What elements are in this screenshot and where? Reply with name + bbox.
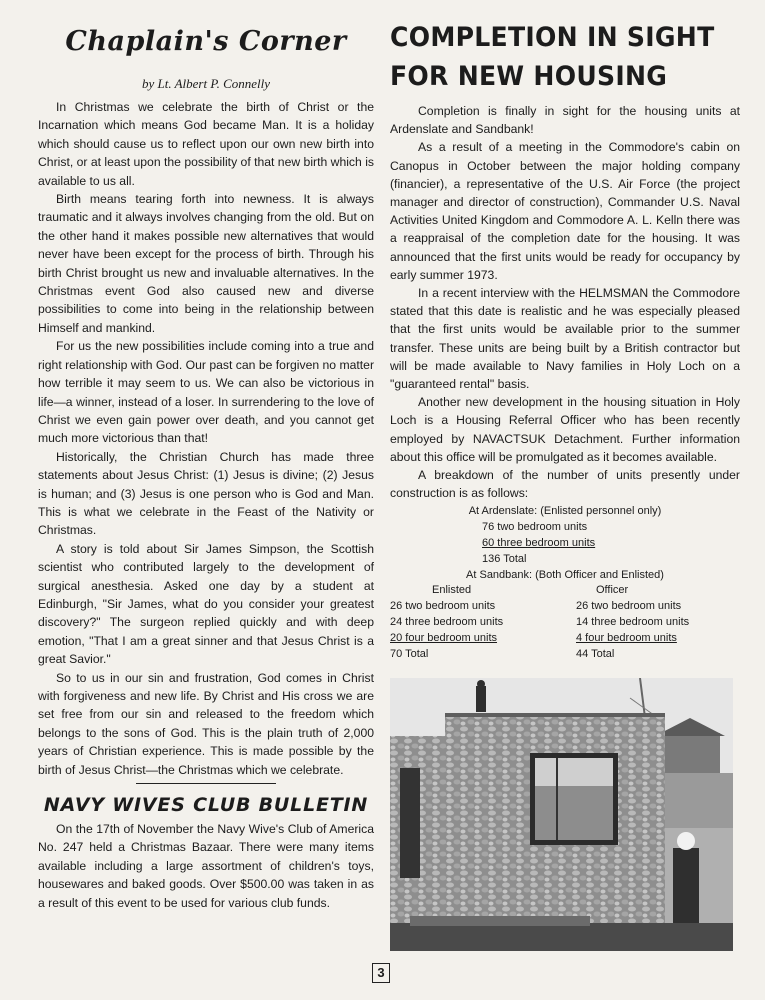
headline-line-2: FOR NEW HOUSING: [390, 61, 668, 92]
paragraph: A story is told about Sir James Simpson, the Scottish scientist who contributed largely to the development of surgical anesthesia. Asked one day by a student at Edinburgh, "Sir James, what do you consider your greatest discovery?" The surgeon replied quickly and with deep emotion, "That I am a great sinner and that Jesus Christ is a great Savior.": [38, 541, 374, 667]
paragraph: In Christmas we celebrate the birth of Christ or the Incarnation which means God became Man. It is a holiday which should cause us to reflect upon our own new birth into Christ, or at least upon the possibility of that new birth which is available to us all.: [38, 100, 374, 188]
paragraph: Birth means tearing forth into newness. It is always traumatic and it always involves changing from the old. But on the other hand it makes possible new alternatives that would never have been except for the process of birth. Through his birth Christ brought us new and invaluable alternatives. In the Christmas event God also caused new and diverse possibilities to come into being in the relationship between Himself and mankind.: [38, 192, 374, 335]
list-item: 70 Total: [390, 647, 429, 660]
navy-wives-title: NAVY WIVES CLUB BULLETIN: [43, 794, 369, 817]
ardenslate-list: [390, 520, 740, 567]
unit-breakdown: [390, 504, 740, 662]
chaplain-article: [38, 98, 374, 779]
paragraph: Historically, the Christian Church has made three statements about Jesus Christ: (1) Jesus is divine; (2) Jesus is human; and (3) Jesus is one person who is God and Man. This is what we celebrate in the Feast of the Nativity or Christmas.: [38, 449, 374, 538]
sandbank-table: [390, 583, 740, 662]
chaplains-corner-title: Chaplain's Corner: [65, 26, 347, 57]
list-item: 60 three bedroom units: [482, 537, 596, 550]
ardenslate-heading: At Ardenslate: (Enlisted personnel only): [468, 505, 662, 518]
paragraph: As a result of a meeting in the Commodore's cabin on Canopus in October between the major holding company (financier), a representative of the U.S. Air Force (the project manager and director of construction), Commander U.S. Naval Activities United Kingdom and Commodore A. L. Kelln there was a reappraisal of the completion date for the housing. It was announced that the first units would be ready for occupancy by early summer 1973.: [390, 140, 740, 282]
housing-headline: [390, 18, 716, 96]
list-item: 44 Total: [576, 647, 615, 660]
list-item: 26 two bedroom units: [576, 600, 682, 613]
paragraph: On the 17th of November the Navy Wive's Club of America No. 247 held a Christmas Bazaar. There were many items available including a large assortment of children's toys, housewares and baked goods. Over $500.00 was taken in as a result of this event to be used for various club funds.: [38, 822, 374, 910]
right-column: [390, 18, 740, 662]
construction-photo-illustration: [390, 678, 733, 951]
headline-line-1: COMPLETION IN SIGHT: [390, 22, 715, 53]
officer-label: Officer: [596, 584, 629, 597]
sandbank-heading: At Sandbank: (Both Officer and Enlisted): [466, 568, 664, 581]
enlisted-column: [390, 583, 560, 662]
list-item: 14 three bedroom units: [576, 616, 690, 629]
paragraph: Completion is finally in sight for the housing units at Ardenslate and Sandbank!: [390, 104, 740, 137]
paragraph: For us the new possibilities include coming into a true and right relationship with God. Our past can be forgiven no matter how terrible it may seem to us. We can also be victorious in life—a winner, instead of a loser. In surrendering to the love of Christ we even gain power over death, and you cannot get much more victorious than that!: [38, 339, 375, 446]
paragraph: So to us in our sin and frustration, God comes in Christ with forgiveness and new life. By Christ and His cross we are set free from our sin and released to the freedom which belongs to the sons of God. This is the plain truth of 2,000 years of Christian experience. This is made possible by the birth of Jesus Christ—the Christmas which we celebrate.: [38, 670, 374, 777]
paragraph: Another new development in the housing situation in Holy Loch is a Housing Referral Officer who has been recently employed by NAVACTSUK Detachment. Further information about this office will be promulgated as it becomes available.: [390, 395, 740, 464]
divider: [136, 783, 276, 784]
page-number: 3: [372, 963, 390, 983]
officer-column: [576, 583, 726, 662]
left-column: [38, 22, 374, 912]
list-item: 26 two bedroom units: [390, 600, 496, 613]
navy-wives-article: [38, 820, 374, 912]
byline: by Lt. Albert P. Connelly: [141, 76, 271, 91]
list-item: 24 three bedroom units: [390, 616, 504, 629]
list-item: 4 four bedroom units: [576, 631, 677, 644]
construction-photo: [390, 678, 733, 951]
housing-article: [390, 102, 740, 502]
paragraph: A breakdown of the number of units presently under construction is as follows:: [390, 468, 740, 501]
paragraph: In a recent interview with the HELMSMAN the Commodore stated that this date is realistic and he was especially pleased that the first units would be available prior to the summer transfer. These units are being built by a British contractor but will be made available to Navy families in Holy Loch on a "guaranteed rental" basis.: [390, 286, 740, 392]
list-item: 76 two bedroom units: [482, 521, 588, 534]
list-item: 136 Total: [482, 552, 527, 565]
list-item: 20 four bedroom units: [390, 631, 498, 644]
enlisted-label: Enlisted: [432, 584, 472, 597]
